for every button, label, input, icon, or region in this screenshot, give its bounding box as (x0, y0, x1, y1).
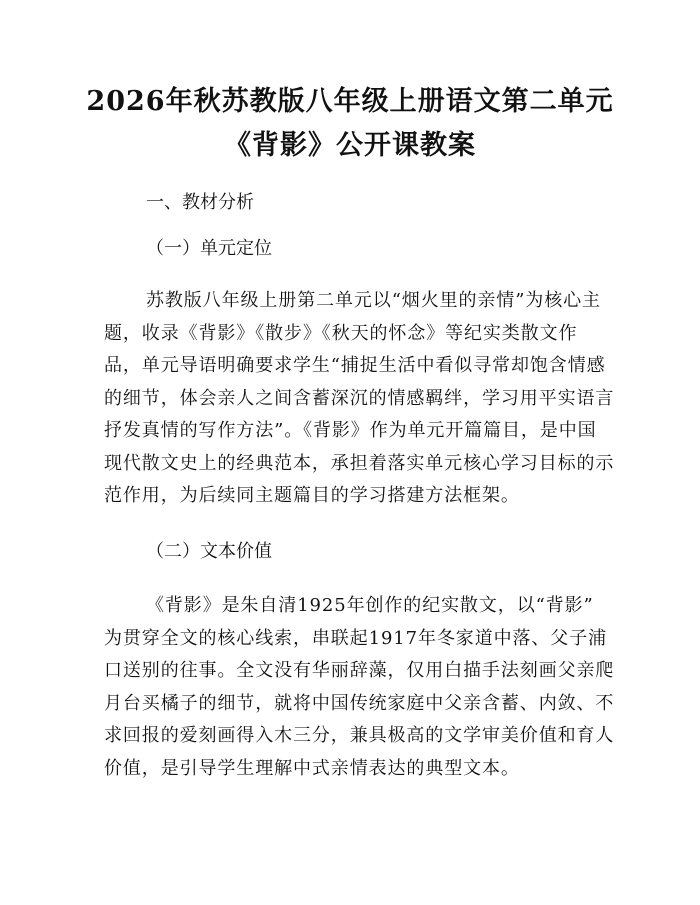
paragraph-unit-positioning (104, 285, 615, 513)
paragraph-line: 求回报的爱刻画得入木三分，兼具极高的文学审美价值和育人 (104, 725, 615, 746)
paragraph-line: 月台买橘子的细节，就将中国传统家庭中父亲含蓄、内敛、不 (104, 692, 615, 714)
subsection-heading-unit-positioning: （一）单元定位 (146, 238, 272, 259)
paragraph-line: 抒发真情的写作方法”。《背影》作为单元开篇篇目，是中国 (104, 420, 597, 441)
paragraph-line: 价值，是引导学生理解中式亲情表达的典型文本。 (104, 757, 520, 779)
section-heading-teaching-material-analysis: 一、教材分析 (146, 192, 254, 213)
paragraph-line: 苏教版八年级上册第二单元以“烟火里的亲情”为核心主 (146, 290, 601, 311)
paragraph-line: 《背影》是朱自清1925年创作的纪实散文，以“背影” (146, 595, 594, 616)
paragraph-line: 的细节，体会亲人之间含蓄深沉的情感羁绊，学习用平实语言 (104, 387, 615, 409)
document-title-line-1: 2026年秋苏教版八年级上册语文第二单元 (86, 86, 614, 117)
paragraph-line: 口送别的往事。全文没有华丽辞藻，仅用白描手法刻画父亲爬 (104, 660, 615, 681)
subsection-heading-text-value: （二）文本价值 (146, 541, 272, 562)
paragraph-line: 现代散文史上的经典范本，承担着落实单元核心学习目标的示 (104, 452, 615, 474)
paragraph-line: 品，单元导语明确要求学生“捕捉生活中看似寻常却饱含情感 (104, 355, 606, 376)
paragraph-text-value (104, 590, 615, 785)
paragraph-line: 为贯穿全文的核心线索，串联起1917年冬家道中落、父子浦 (104, 627, 608, 649)
paragraph-line: 范作用，为后续同主题篇目的学习搭建方法框架。 (104, 485, 520, 506)
document-title-line-2: 《背影》公开课教案 (224, 130, 476, 161)
paragraph-line: 题，收录《背影》《散步》《秋天的怀念》等纪实类散文作 (104, 322, 578, 344)
